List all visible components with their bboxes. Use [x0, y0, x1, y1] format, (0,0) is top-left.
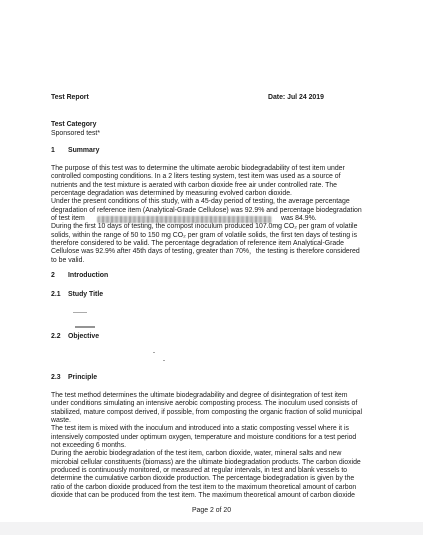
section-title: Principle — [68, 374, 98, 381]
report-date: Date: Jul 24 2019 — [268, 94, 324, 101]
principle-line: stabilized, mature compost derived, if possible, from composting the organic fraction of solid municipal — [51, 408, 362, 416]
section-study-title-heading — [51, 291, 251, 300]
summary-line: solids, within the range of 50 to 150 mg CO₂ per gram of volatile solids, the first ten days of testing is — [51, 231, 358, 239]
summary-line: nutrients and the test mixture is aerated with carbon dioxide free air under controlled rate. The — [51, 181, 337, 189]
redaction-mark — [163, 360, 165, 361]
section-principle-heading — [51, 374, 251, 383]
principle-line: During the aerobic biodegradation of the test item, carbon dioxide, water, mineral salts and new — [51, 450, 342, 458]
summary-line: therefore considered to be valid. The percentage degradation of reference item Analytical-Grade — [51, 240, 344, 248]
section-summary-heading — [51, 147, 251, 156]
principle-line: The test method determines the ultimate biodegradability and degree of disintegration of test item — [51, 392, 348, 399]
principle-line: The test item is mixed with the inoculum and introduced into a static composting vessel where it is — [51, 425, 349, 433]
redaction-mark — [97, 216, 272, 223]
summary-line: percentage degradation was determined by measuring evolved carbon dioxide. — [51, 190, 292, 198]
section-number: 2.2 — [51, 333, 61, 340]
report-title: Test Report — [51, 94, 89, 101]
section-objective-heading — [51, 333, 251, 342]
summary-line: The purpose of this test was to determine the ultimate aerobic biodegradability of test item under — [51, 165, 345, 172]
summary-line: Cellulose was 92.9% after 45th days of testing, greater than 70%，the testing is therefore considered — [51, 248, 360, 256]
section-number: 2.1 — [51, 291, 61, 298]
section-introduction-heading — [51, 272, 251, 281]
summary-line: Under the present conditions of this study, with a 45-day period of testing, the average percentage — [51, 198, 350, 206]
section-number: 2.3 — [51, 374, 61, 381]
redaction-mark — [73, 312, 87, 313]
principle-line: produced is continuously monitored, or measured at regular intervals, in test and blank vessels to — [51, 467, 348, 475]
section-title: Study Title — [68, 291, 104, 298]
section-number: 2 — [51, 272, 55, 279]
test-category-value: Sponsored test* — [51, 130, 101, 137]
summary-line: of test item — [51, 215, 85, 223]
section-number: 1 — [51, 147, 55, 154]
principle-line: not exceeding 6 months. — [51, 442, 127, 450]
page-number: Page 2 of 20 — [191, 507, 232, 514]
principle-line: determine the cumulative carbon dioxide production. The percentage biodegradation is given by the — [51, 475, 355, 483]
summary-paragraph — [51, 165, 377, 265]
section-title: Introduction — [68, 272, 109, 279]
section-title: Objective — [68, 333, 100, 340]
redaction-mark — [75, 326, 95, 328]
principle-paragraph — [51, 392, 377, 500]
section-title: Summary — [68, 147, 100, 154]
test-category-title: Test Category — [51, 121, 97, 128]
summary-line: degradation of reference item (Analytical-Grade Cellulose) was 92.9% and percentage biodegradation — [51, 206, 362, 214]
summary-line: During the first 10 days of testing, the compost inoculum produced 107.0mg CO₂ per gram of volatile — [51, 223, 358, 231]
principle-line: waste. — [51, 417, 71, 425]
principle-line: ratio of the carbon dioxide produced from the test item to the maximum theoretical amount of carbon — [51, 483, 357, 491]
summary-line: to be valid. — [51, 256, 85, 264]
principle-line: under conditions simulating an intensive aerobic composting process. The inoculum used consists of — [51, 400, 358, 408]
principle-line: dioxide that can be produced from the test item. The maximum theoretical amount of carbon dioxide — [51, 492, 355, 500]
principle-line: intensively composted under optimum oxygen, temperature and moisture conditions for a test period — [51, 433, 357, 441]
summary-line-tail: was 84.9%. — [281, 215, 317, 223]
summary-line-redacted — [51, 215, 377, 223]
redaction-mark — [153, 352, 155, 353]
summary-line: controlled composting conditions. In a 2 liters testing system, test item was used as a source of — [51, 173, 341, 181]
principle-line: microbial cellular constituents (biomass) are the ultimate biodegradation products. The carbon dioxide — [51, 458, 361, 466]
